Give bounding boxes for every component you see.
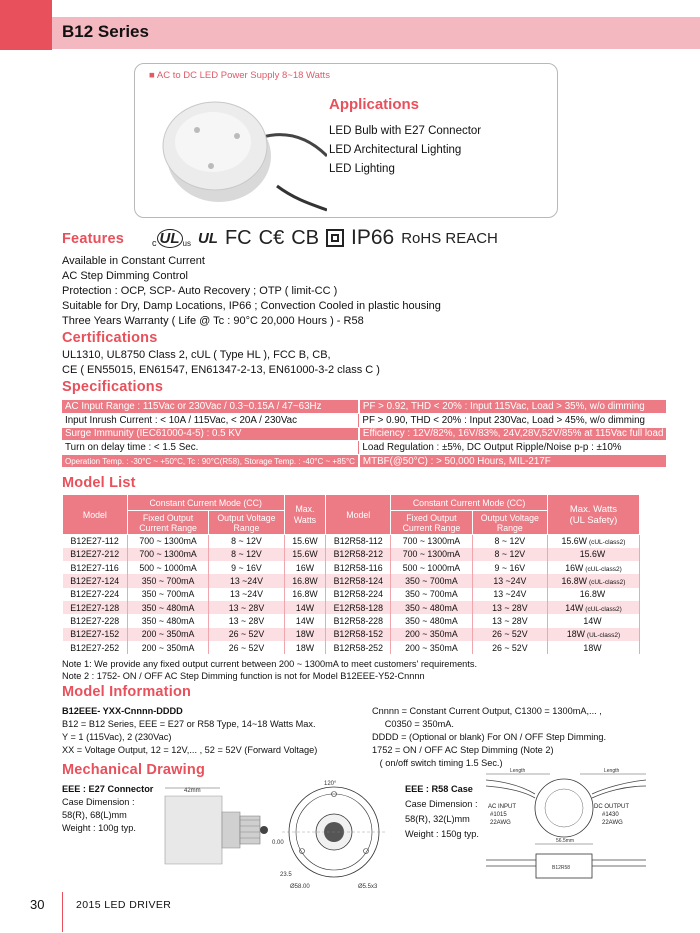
feature-line: Three Years Warranty ( Life @ Tc : 90°C 20,000 Hours ) - R58 [62, 315, 364, 327]
model-row [63, 641, 640, 654]
series-title: B12 Series [62, 22, 149, 41]
spec-cell: Input Inrush Current : < 10A / 115Vac, < 20A / 230Vac [62, 414, 359, 428]
model-watts: 18W [566, 629, 585, 640]
model-cell [547, 641, 639, 654]
model-notes [62, 659, 477, 682]
dim-width: 56.5mm [556, 838, 575, 844]
model-watts: 14W [583, 615, 602, 626]
e27-line: Weight : 100g typ. [62, 823, 136, 833]
model-watts: 14W [565, 602, 584, 613]
model-cell: 200 ~ 350mA [127, 641, 209, 654]
features-heading: Features [62, 231, 125, 247]
ip66-mark: IP66 [351, 226, 395, 249]
model-row [63, 588, 640, 601]
model-cell: 350 ~ 480mA [391, 614, 473, 627]
model-cell [547, 628, 639, 641]
dim-000: 0.00 [272, 840, 284, 846]
spec-cell: Operation Temp. : -30°C ~ +50°C, Tc : 90°C(R58), Storage Temp. : -40°C ~ +85°C [62, 454, 359, 468]
model-safety-class: (cUL-class2) [588, 539, 626, 547]
model-cell [547, 535, 639, 548]
certification-marks [152, 225, 498, 251]
certification-line: UL1310, UL8750 Class 2, cUL ( Type HL ), FCC B, CB, [62, 349, 331, 361]
col-fixed-output: Fixed Output Current Range [127, 511, 209, 535]
model-cell: 350 ~ 480mA [127, 614, 209, 627]
cul-us-mark: c UL us [152, 229, 191, 248]
model-cell: B12R58-152 [326, 628, 391, 641]
col-model: Model [326, 495, 391, 535]
dc-output-awg: 22AWG [602, 820, 623, 826]
feature-line: Available in Constant Current [62, 255, 205, 267]
application-item: LED Bulb with E27 Connector [329, 125, 482, 137]
col-output-voltage: Output Voltage Range [209, 511, 284, 535]
model-cell: 350 ~ 700mA [127, 588, 209, 601]
model-cell: 200 ~ 350mA [391, 641, 473, 654]
feature-line: AC Step Dimming Control [62, 270, 188, 282]
certifications-list [62, 348, 380, 378]
model-cell: 13 ~24V [209, 574, 284, 587]
application-item: LED Architectural Lighting [329, 144, 462, 156]
ul-recognized-mark: UL [197, 229, 218, 247]
model-info-line: DDDD = (Optional or blank) For ON / OFF Step Dimming. [372, 732, 607, 742]
model-cell: 13 ~ 28V [209, 601, 284, 614]
spec-cell: AC Input Range : 115Vac or 230Vac / 0.3~0.15A / 47~63Hz [62, 400, 359, 414]
e27-front-drawing [272, 776, 394, 892]
col-max-watts: Max. Watts [284, 495, 326, 535]
model-cell: B12E27-112 [63, 535, 128, 548]
model-watts: 16W [565, 562, 584, 573]
model-cell: B12E27-124 [63, 574, 128, 587]
model-watts: 16.8W [579, 589, 606, 600]
e27-spec [62, 783, 153, 835]
spec-row [62, 427, 666, 441]
model-cell: 350 ~ 700mA [391, 574, 473, 587]
model-cell: B12R58-224 [326, 588, 391, 601]
model-cell: 700 ~ 1300mA [391, 548, 473, 561]
model-cell: 26 ~ 52V [472, 641, 547, 654]
model-watts: 16.8W [561, 576, 587, 587]
model-cell [547, 548, 639, 561]
model-cell: B12R58-252 [326, 641, 391, 654]
r58-line: 58(R), 32(L)mm [405, 814, 470, 824]
model-cell: 700 ~ 1300mA [127, 548, 209, 561]
e27-line: 58(R), 68(L)mm [62, 810, 127, 820]
model-cell: B12R58-212 [326, 548, 391, 561]
e27-side-drawing [160, 782, 280, 874]
model-info-line: XX = Voltage Output, 12 = 12V,... , 52 = 52V (Forward Voltage) [62, 745, 318, 755]
model-cell [547, 561, 639, 574]
model-row [63, 548, 640, 561]
model-cell: 16.8W [284, 574, 326, 587]
model-list-heading: Model List [62, 475, 136, 491]
model-safety-class: (UL-class2) [586, 632, 621, 640]
model-information-heading: Model Information [62, 684, 192, 700]
model-cell: 350 ~ 480mA [127, 601, 209, 614]
model-row [63, 601, 640, 614]
model-cell: E12E27-128 [63, 601, 128, 614]
model-cell: 15.6W [284, 548, 326, 561]
dim-42: 42mm [184, 788, 201, 794]
model-cell: B12R58-112 [326, 535, 391, 548]
r58-drawing [480, 768, 652, 894]
model-cell: 18W [284, 628, 326, 641]
dim-55: Ø5.5x3 [358, 884, 378, 890]
spec-row [62, 414, 666, 428]
spec-cell: Efficiency : 12V/82%, 16V/83%, 24V,28V,52V/85% at 115Vac full load [359, 427, 666, 441]
model-code: B12EEE- YXX-Cnnnn-DDDD [62, 706, 183, 716]
dim-length: Length [604, 768, 620, 774]
mechanical-drawing-heading: Mechanical Drawing [62, 762, 205, 778]
model-cell: 16.8W [284, 588, 326, 601]
applications-list [329, 122, 481, 179]
model-cell: B12R58-116 [326, 561, 391, 574]
header-bar [0, 0, 700, 50]
application-item: LED Lighting [329, 163, 395, 175]
model-watts: 15.6W [579, 549, 606, 560]
page-number: 30 [30, 897, 45, 912]
spec-row [62, 400, 666, 414]
col-max-watts-ul: Max. Watts (UL Safety) [547, 495, 639, 535]
model-cell: 200 ~ 350mA [391, 628, 473, 641]
model-note: Note 1: We provide any fixed output current between 200 ~ 1300mA to meet customers' requirements. [62, 659, 477, 669]
model-cell: 13 ~ 28V [472, 601, 547, 614]
model-safety-class: (cUL-class2) [585, 605, 622, 613]
model-info-line: 1752 = ON / OFF AC Step Dimming (Note 2) [372, 745, 554, 755]
model-cell [547, 614, 639, 627]
model-cell: 15.6W [284, 535, 326, 548]
ac-input-label: AC INPUT [488, 804, 517, 810]
model-cell: 16W [284, 561, 326, 574]
model-info-line: Cnnnn = Constant Current Output, C1300 = 1300mA,... , [372, 706, 602, 716]
model-cell: 26 ~ 52V [209, 641, 284, 654]
model-safety-class: (cUL-class2) [585, 565, 622, 573]
model-cell: 8 ~ 12V [209, 535, 284, 548]
model-cell [547, 574, 639, 587]
fcc-mark: FC [224, 226, 252, 249]
model-cell: 8 ~ 12V [472, 548, 547, 561]
model-cell: B12E27-224 [63, 588, 128, 601]
ce-mark: C€ [258, 226, 285, 249]
dim-120: 120° [324, 781, 337, 787]
dc-output-label: DC OUTPUT [594, 804, 629, 810]
model-cell [547, 588, 639, 601]
model-cell: B12E27-116 [63, 561, 128, 574]
model-cell: 26 ~ 52V [472, 628, 547, 641]
e27-title: EEE : E27 Connector [62, 784, 154, 794]
model-cell: 700 ~ 1300mA [391, 535, 473, 548]
model-cell: 500 ~ 1000mA [127, 561, 209, 574]
spec-cell: PF > 0.90, THD < 20% : Input 230Vac, Load > 45%, w/o dimming [359, 414, 666, 428]
model-list-table [62, 494, 640, 654]
specifications-table [62, 400, 666, 468]
model-cell: B12E27-212 [63, 548, 128, 561]
certifications-heading: Certifications [62, 330, 158, 346]
specifications-heading: Specifications [62, 379, 164, 395]
ac-input-awg: 22AWG [490, 820, 511, 826]
applications-box-title: ■ AC to DC LED Power Supply 8~18 Watts [149, 70, 330, 81]
model-cell: 700 ~ 1300mA [127, 535, 209, 548]
spec-cell: MTBF(@50°C) : > 50,000 Hours, MIL-217F [359, 454, 666, 468]
model-cell: 350 ~ 480mA [391, 601, 473, 614]
model-row [63, 574, 640, 587]
col-model: Model [63, 495, 128, 535]
model-safety-class: (cUL-class2) [588, 579, 626, 587]
dim-length: Length [510, 768, 526, 774]
model-watts: 15.6W [561, 536, 587, 547]
model-cell: B12E27-228 [63, 614, 128, 627]
model-cell: 14W [284, 601, 326, 614]
model-cell: 13 ~ 28V [472, 614, 547, 627]
model-info-left [62, 705, 317, 757]
model-cell: 13 ~24V [472, 588, 547, 601]
model-cell: E12R58-128 [326, 601, 391, 614]
col-output-voltage: Output Voltage Range [472, 511, 547, 535]
ac-input-code: #1015 [490, 812, 507, 818]
spec-row [62, 454, 666, 468]
applications-heading: Applications [329, 96, 420, 113]
model-cell: 8 ~ 12V [209, 548, 284, 561]
r58-spec [405, 783, 479, 841]
model-row [63, 614, 640, 627]
model-cell: 200 ~ 350mA [127, 628, 209, 641]
footer-divider [62, 892, 63, 932]
cb-mark: CB [291, 226, 319, 249]
model-cell [547, 601, 639, 614]
model-cell: B12E27-152 [63, 628, 128, 641]
e27-line: Case Dimension : [62, 797, 135, 807]
class2-icon [326, 229, 344, 247]
certification-line: CE ( EN55015, EN61547, EN61347-2-13, EN61000-3-2 class C ) [62, 364, 380, 376]
model-cell: 350 ~ 700mA [391, 588, 473, 601]
header-band [52, 17, 700, 49]
model-row [63, 628, 640, 641]
spec-cell: Load Regulation : ±5%, DC Output Ripple/Noise p-p : ±10% [359, 441, 666, 455]
model-cell: 9 ~ 16V [209, 561, 284, 574]
feature-line: Protection : OCP, SCP- Auto Recovery ; OTP ( limit-CC ) [62, 285, 338, 297]
rohs-reach-mark: RoHS REACH [401, 229, 498, 247]
model-cell: B12R58-124 [326, 574, 391, 587]
model-cell: B12R58-228 [326, 614, 391, 627]
product-photo [157, 86, 327, 212]
features-list [62, 254, 441, 329]
spec-cell: Surge Immunity (IEC61000-4-5) : 0.5 KV [62, 427, 359, 441]
spec-cell: Turn on delay time : < 1.5 Sec. [62, 441, 359, 455]
dim-58: Ø58.00 [290, 884, 310, 890]
model-cell: 13 ~ 28V [209, 614, 284, 627]
model-cell: 350 ~ 700mA [127, 574, 209, 587]
applications-box [134, 63, 558, 218]
footer-title: 2015 LED DRIVER [76, 899, 172, 911]
model-info-line: C0350 = 350mA. [372, 719, 454, 729]
model-cell: 13 ~24V [472, 574, 547, 587]
model-cell: 8 ~ 12V [472, 535, 547, 548]
col-cc-mode: Constant Current Mode (CC) [391, 495, 548, 511]
dim-model: B12R58 [552, 865, 571, 871]
col-cc-mode: Constant Current Mode (CC) [127, 495, 284, 511]
r58-title: EEE : R58 Case [405, 784, 473, 794]
dim-235: 23.5 [280, 872, 292, 878]
model-cell: 18W [284, 641, 326, 654]
model-watts: 18W [583, 642, 602, 653]
model-info-line: ( on/off switch timing 1.5 Sec.) [372, 758, 503, 768]
col-fixed-output: Fixed Output Current Range [391, 511, 473, 535]
model-cell: 9 ~ 16V [472, 561, 547, 574]
dc-output-code: #1430 [602, 812, 619, 818]
spec-row [62, 441, 666, 455]
model-row [63, 561, 640, 574]
model-cell: 14W [284, 614, 326, 627]
model-cell: 500 ~ 1000mA [391, 561, 473, 574]
model-row [63, 535, 640, 548]
header-accent [0, 0, 52, 50]
model-info-right [372, 705, 606, 770]
model-note: Note 2 : 1752- ON / OFF AC Step Dimming function is not for Model B12EEE-Y52-Cnnnn [62, 670, 425, 681]
model-info-line: B12 = B12 Series, EEE = E27 or R58 Type, 14~18 Watts Max. [62, 719, 316, 729]
model-cell: 13 ~24V [209, 588, 284, 601]
model-cell: 26 ~ 52V [209, 628, 284, 641]
r58-line: Weight : 150g typ. [405, 829, 479, 839]
spec-cell: PF > 0.92, THD < 20% : Input 115Vac, Load > 35%, w/o dimming [359, 400, 666, 414]
feature-line: Suitable for Dry, Damp Locations, IP66 ; Convection Cooled in plastic housing [62, 300, 441, 312]
model-cell: B12E27-252 [63, 641, 128, 654]
model-info-line: Y = 1 (115Vac), 2 (230Vac) [62, 732, 172, 742]
r58-line: Case Dimension : [405, 799, 478, 809]
